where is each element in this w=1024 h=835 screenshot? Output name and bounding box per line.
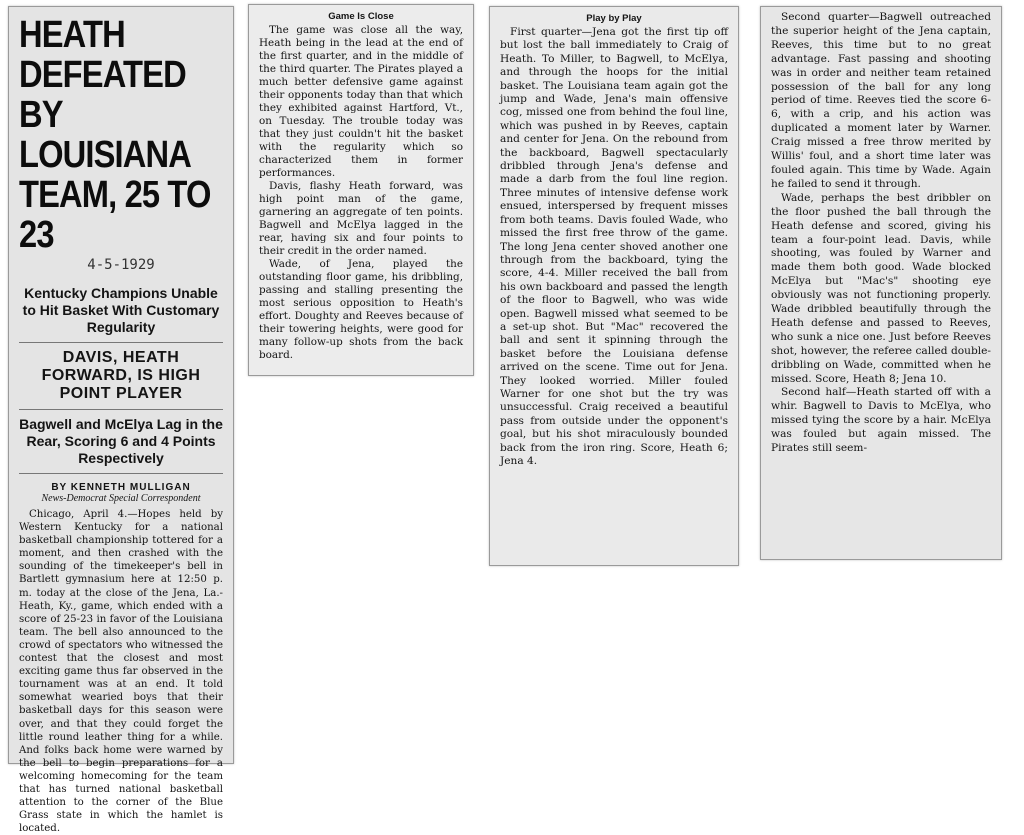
correspondent-credit: News-Democrat Special Correspondent (41, 493, 201, 504)
deck-bagwell-mcelya: Bagwell and McElya Lag in the Rear, Scoring 6 and 4 Points Respectively (19, 410, 223, 474)
story-body: Chicago, April 4.—Hopes held by Western Kentucky for a national basketball championship tottered for a moment, and then crashed with the sounding of the timekeeper's bell in Bartlett gymnasium here at 12:50 p. m. today at the close of the Jena, La.-Heath, Ky., game, which ended with a score of 25-23 in favor of the Louisiana team. The bell also announced to the crowd of spectators who witnessed the contest that the closest and most exciting game thus far observed in the tournament was at an end. It told somewhat wearied boys that their basketball days for this season were over, and that they could forget the little round leather thing for a while. And folks back home were warned by the bell to begin preparations for a welcoming homecoming for the team that has turned national basketball attention to the corner of the Blue Grass state in which the hamlet is located. (19, 509, 223, 835)
paragraph-second-quarter: Second quarter—Bagwell outreached the superior height of the Jena captain, Reeves, this time but to no great advantage. Fast passing and shooting was in order and neither team retained possession of the ball for any long period of time. Reeves tied the score 6-6, with a crip, and his action was duplicated a moment later by Warner. Craig missed a free throw merited by Willis' foul, and a short time later was fouled again. This time by Wade. Again he failed to send it through. (771, 11, 991, 190)
paragraph: Davis, flashy Heath forward, was high point man of the game, garnering an aggregate of ten points. Bagwell and McElya lagged in the rear, having six and four points to their credit in the order named. (259, 180, 463, 257)
clipping-main-story (8, 6, 234, 835)
headline-line-2: BY LOUISIANA (19, 94, 191, 176)
clipping-game-is-close (248, 4, 474, 376)
paragraph: Wade, perhaps the best dribbler on the floor pushed the ball through the Heath defense and scored, giving his team a four-point lead. Davis, while shooting, was fouled by Warner and made them both good. Wade blocked McElya but "Mac's" shooting eye obviously was not functioning properly. Wade dribbled beautifully through the Heath defense and passed to Reeves, who sunk a nice one. Just before Reeves shot, however, the referee called double-dribbling on Wade, committed when he missed. Score, Heath 8; Jena 10. (771, 191, 991, 385)
clipping-play-by-play (489, 6, 739, 566)
deck-kentucky-champions: Kentucky Champions Unable to Hit Basket With Customary Regularity (19, 279, 223, 343)
paragraph: The game was close all the way, Heath being in the lead at the end of the first quarter, and in the middle of the third quarter. The Pirates played a much better defensive game against their opponents today than that which they exhibited against Hartford, Vt., on Tuesday. The trouble today was that they just couldn't hit the basket with the regularity which so characterized them in former performances. (259, 24, 463, 179)
deck-davis-high-point: DAVIS, HEATH FORWARD, IS HIGH POINT PLAYER (19, 343, 223, 410)
handwritten-date: 4-5-1929 (87, 257, 155, 273)
headline (19, 15, 225, 255)
paragraph-second-half: Second half—Heath started off with a whir. Bagwell to Davis to McElya, who missed tying the score by a hair. McElya was fouled but again missed. The Pirates still seem- (771, 386, 991, 455)
subhead-play-by-play: Play by Play (586, 13, 642, 24)
paragraph: Wade, of Jena, played the outstanding floor game, his dribbling, passing and stalling presenting the most serious opposition to Heath's effort. Doughty and Reeves because of their towering heights, were good for many follow-up shots from the back board. (259, 258, 463, 361)
headline-line-1: HEATH DEFEATED (19, 14, 186, 96)
byline: BY KENNETH MULLIGAN (51, 482, 191, 493)
clipping-second-quarter (760, 6, 1002, 560)
subhead-game-is-close: Game Is Close (328, 11, 394, 22)
headline-line-3: TEAM, 25 TO 23 (19, 174, 211, 256)
paragraph-first-quarter: First quarter—Jena got the first tip off but lost the ball immediately to Craig of Heath. To Miller, to Bagwell, to McElya, and through the hoops for the initial basket. The Louisiana team again got the jump and Wade, Jena's main offensive cog, missed one from behind the foul line, which was pushed in by Reeves, captain and center for Jena. On the rebound from the backboard, Bagwell spectacularly dribbled through Jena's defense and made a darb from the foul line region. Three minutes of intensive defense work ensued, interspersed by frequent misses from both teams. Davis fouled Wade, who missed the first free throw of the game. The long Jena center shoved another one through from the backboard, tying the score, 4-4. Miller received the ball from his own backboard and passed the length of the floor to Bagwell, who was wide open. Bagwell missed what seemed to be a set-up shot. But "Mac" recovered the ball and sent it spinning through the basket before the Louisiana defense arrived on the scene. Time out for Jena. They looked worried. Miller fouled Warner for one shot but the try was unsuccessful. Craig received a beautiful pass from outside under the opponent's goal, but his shot miraculously bounded back from the iron ring. Score, Heath 6; Jena 4. (500, 26, 728, 467)
